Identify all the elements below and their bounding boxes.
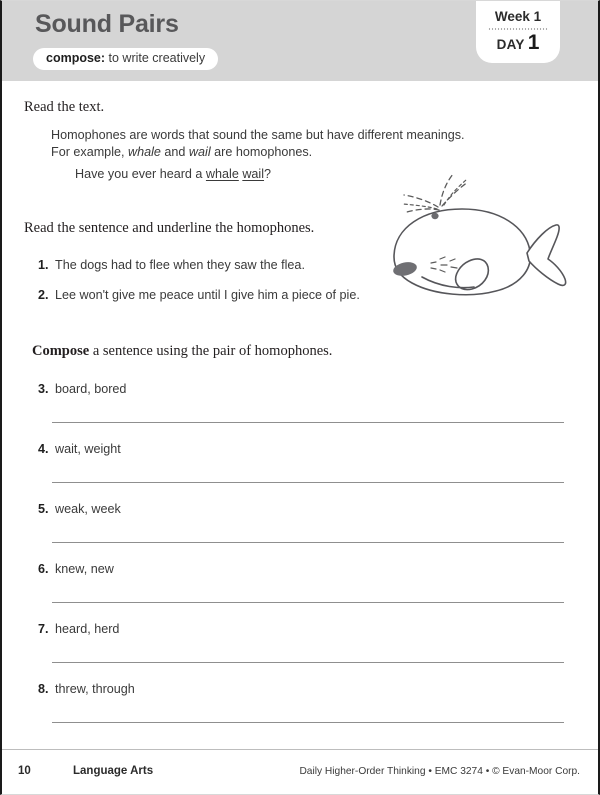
passage-italic-wail: wail — [188, 145, 211, 159]
sentence-number: 1. — [38, 258, 49, 272]
answer-line-6[interactable] — [52, 602, 564, 603]
compose-word-pair: weak, week — [55, 502, 121, 516]
compose-word-pair: heard, herd — [55, 622, 120, 636]
passage-line-2-c: are homophones. — [210, 145, 313, 159]
whale-illustration — [384, 169, 574, 304]
compose-number: 3. — [38, 382, 49, 396]
compose-word-pair: knew, new — [55, 562, 114, 576]
compose-item-4 — [38, 442, 121, 456]
answer-line-5[interactable] — [52, 542, 564, 543]
direction-read-text: Read the text. — [24, 99, 105, 115]
answer-line-7[interactable] — [52, 662, 564, 663]
answer-line-8[interactable] — [52, 722, 564, 723]
compose-number: 5. — [38, 502, 49, 516]
answer-line-3[interactable] — [52, 422, 564, 423]
direction-underline: Read the sentence and underline the homophones. — [24, 220, 315, 236]
compose-number: 6. — [38, 562, 49, 576]
sentence-number: 2. — [38, 288, 49, 302]
passage-italic-whale: whale — [128, 145, 161, 159]
compose-item-8 — [38, 682, 135, 696]
passage-line-1: Homophones are words that sound the same but have different meanings. — [51, 128, 465, 142]
footer-subject: Language Arts — [73, 765, 154, 777]
vocabulary-pill — [33, 48, 218, 70]
dotted-divider — [488, 28, 548, 30]
week-label: Week 1 — [494, 9, 542, 24]
passage-question — [75, 167, 271, 181]
compose-item-5 — [38, 502, 121, 516]
sentence-text: The dogs had to flee when they saw the flea. — [55, 258, 305, 272]
page-title: Sound Pairs — [35, 10, 179, 38]
direction-compose-bold: Compose — [32, 343, 90, 359]
compose-item-7 — [38, 622, 119, 636]
passage-line-2-b: and — [160, 145, 189, 159]
day-number: 1 — [527, 31, 540, 54]
footer-page-number: 10 — [18, 765, 31, 777]
direction-compose-rest: a sentence using the pair of homophones. — [89, 343, 333, 359]
sentence-item-1 — [38, 258, 305, 272]
compose-number: 7. — [38, 622, 49, 636]
compose-number: 8. — [38, 682, 49, 696]
day-label: DAY — [496, 37, 525, 52]
sentence-text: Lee won't give me peace until I give him a piece of pie. — [55, 288, 360, 302]
day-row — [476, 31, 560, 55]
compose-number: 4. — [38, 442, 49, 456]
question-part-a: Have you ever heard a — [75, 167, 206, 181]
sentence-item-2 — [38, 288, 360, 302]
week-day-badge — [476, 0, 560, 63]
underlined-wail: wail — [242, 167, 265, 181]
passage-text — [51, 127, 471, 161]
vocabulary-definition: to write creatively — [105, 51, 206, 65]
underlined-whale: whale — [205, 167, 239, 181]
vocabulary-word: compose: — [46, 51, 106, 65]
direction-compose — [32, 343, 332, 360]
footer-divider — [2, 749, 600, 750]
footer-credit: Daily Higher-Order Thinking • EMC 3274 • © Evan-Moor Corp. — [299, 766, 580, 777]
question-part-c: ? — [264, 167, 272, 181]
compose-item-6 — [38, 562, 114, 576]
answer-line-4[interactable] — [52, 482, 564, 483]
compose-word-pair: board, bored — [55, 382, 127, 396]
passage-line-2-a: For example, — [51, 145, 128, 159]
compose-word-pair: wait, weight — [55, 442, 121, 456]
compose-item-3 — [38, 382, 126, 396]
compose-word-pair: threw, through — [55, 682, 135, 696]
